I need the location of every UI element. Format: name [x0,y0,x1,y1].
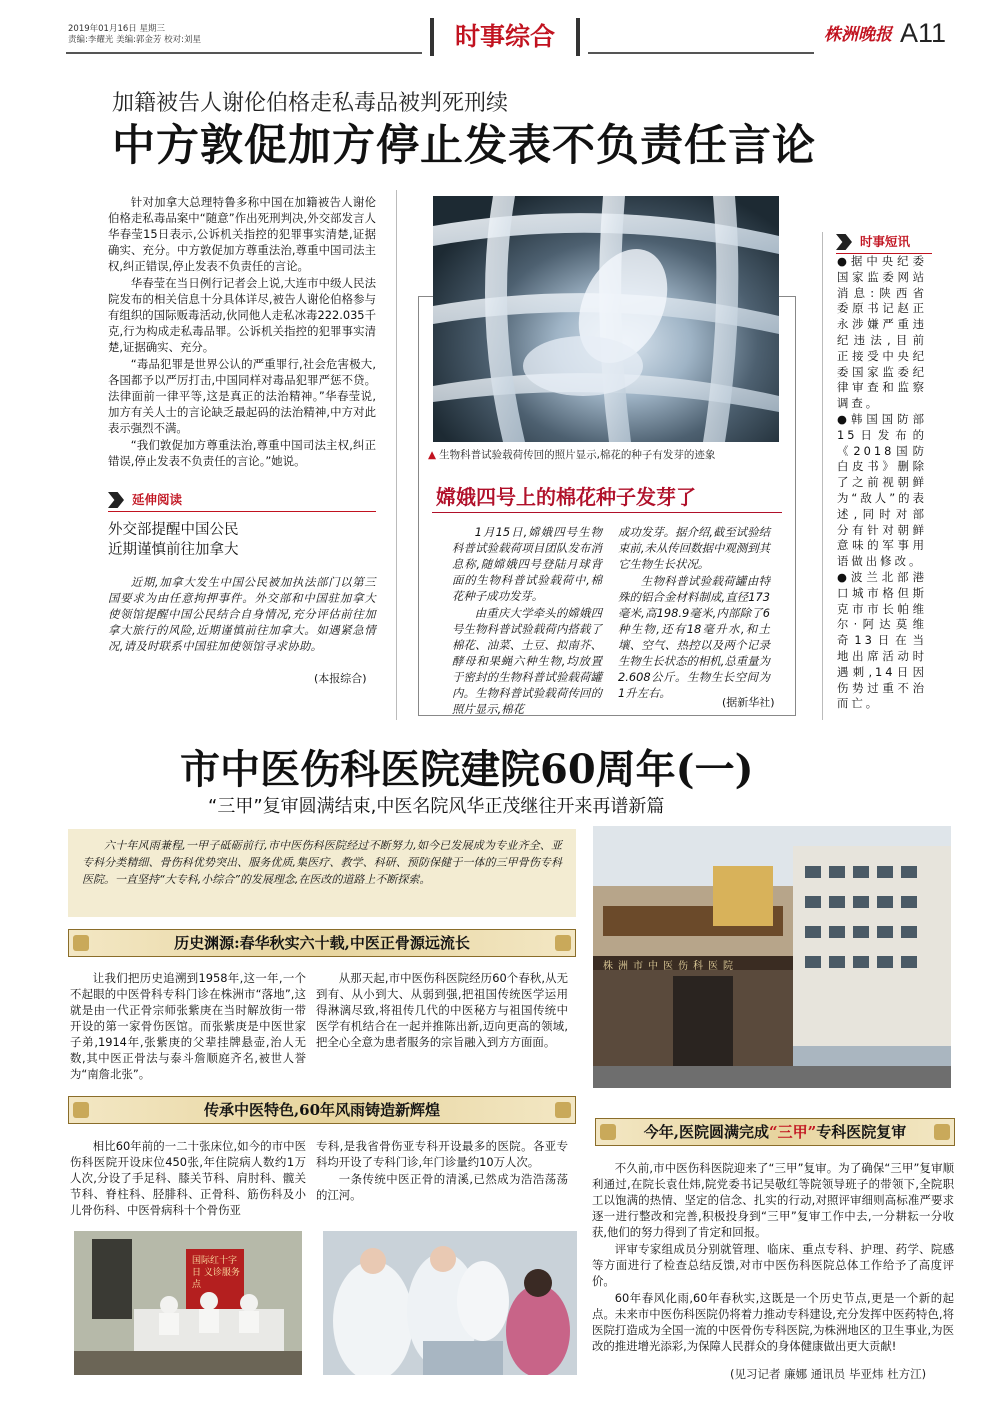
date-line: 2019年01月16日 星期三 [68,24,165,34]
band-highlight: “三甲” [768,1123,817,1141]
cotton-paragraph: 成功发芽。据介绍,截至试验结束前,未从传回数据中观测到其它生物生长状况。 [618,525,770,571]
band-text: 专科医院复审 [816,1123,907,1141]
section-band-review [595,1118,955,1146]
heritage-paragraph: 一条传统中医正骨的清溪,已然成为浩浩荡荡的江河。 [316,1172,568,1202]
band-text: 春华秋实六十载,中医正骨源远流长 [239,934,470,952]
caption-text: 生物科普试验载荷传回的照片显示,棉花的种子有发芽的迹象 [439,449,716,461]
heritage-column-2 [316,1138,568,1204]
hospital-intro [68,829,576,917]
building-sign: 株洲市中医伤科医院 [603,961,738,972]
extended-title-line: 外交部提醒中国公民 [108,522,239,538]
newspaper-logo: 株洲晚报 [824,25,892,45]
review-column [592,1160,954,1355]
hospital-building-photo [593,826,951,1088]
extended-title-line: 近期谨慎前往加拿大 [108,542,239,558]
brief-news-tag: 时事短讯 [836,232,932,252]
extended-source: (本报综合) [314,672,367,685]
cotton-column-1 [452,524,602,718]
brief-item: ●据中央纪委国家监委网站消息:陕西省委原书记赵正永涉嫌严重违纪违法,目前正接受中央纪委国家监委纪律审查和监察调查。 [837,254,927,411]
story-body [108,194,376,470]
history-column-2 [316,970,568,1051]
history-column-1 [70,970,306,1083]
header-rule-right [588,52,814,54]
cotton-source: (据新华社) [722,696,775,709]
caption-triangle-icon: ▲ [428,449,437,461]
history-paragraph: 让我们把历史追溯到1958年,这一年,一个不起眼的中医骨科专科门诊在株洲市“落地”,这就是由一代正骨宗师张紫庚在当时解放街一带开设的第一家骨伤医馆。而张紫庚是中医世家子弟,1914年,张紫庚的父辈挂牌悬壶,治人无数,其中医正骨法与泰斗詹顺庭齐名,被世人誉为“南詹北张”。 [70,971,306,1081]
column-divider [396,190,397,720]
review-paragraph: 不久前,市中医伤科医院迎来了“三甲”复审。为了确保“三甲”复审顺利通过,在院长袁仕炜,院党委书记吴敬红等院领导班子的带领下,全院职工以饱满的热情、坚定的信念、扎实的行动,对照评审细则高标准严要求逐一进行整改和完善,积极投身到“三甲”复审工作中去,一分耕耘一分收获,他们的努力得到了肯定和回报。 [592,1161,954,1239]
story-paragraph: 华春莹在当日例行记者会上说,大连市中级人民法院发布的相关信息十分具体详尽,被告人谢伦伯格参与有组织的国际贩毒活动,伙同他人走私冰毒222.035千克,行为构成走私毒品罪。公诉机关指控的犯罪事实清楚,证据确实、充分。 [108,276,376,354]
heritage-paragraph: 相比60年前的一二十张床位,如今的市中医伤科医院开设床位450张,年住院病人数约1万人次,分设了手足科、膝关节科、肩肘科、髋关节科、脊柱科、胫腓科、正骨科、筋伤科及小儿骨伤科、中医骨病科十个骨伤亚 [70,1139,306,1217]
treatment-scene-illustration [323,1231,577,1375]
story-paragraph: 针对加拿大总理特鲁多称中国在加籍被告人谢伦伯格走私毒品案中“随意”作出死刑判决,外交部发言人华春莹15日表示,公诉机关指控的犯罪事实清楚,证据确实、充分。中方敦促加方尊重法治,尊重中国司法主权,纠正错误,停止发表不负责任的言论。 [108,195,376,273]
story-paragraph: “我们敦促加方尊重法治,尊重中国司法主权,纠正错误,停止发表不负责任的言论。”她说。 [108,438,376,468]
cotton-seed-photo [433,196,779,442]
heritage-column-1 [70,1138,306,1219]
story-paragraph: “毒品犯罪是世界公认的严重罪行,社会危害极大,各国都予以严厉打击,中国同样对毒品犯罪严惩不贷。法律面前一律平等,这是真正的法治精神。”华春莹说,加方有关人士的言论缺乏最起码的法治精神,中方对此表示强烈不满。 [108,357,376,435]
story-kicker: 加籍被告人谢伦伯格走私毒品被判死刑续 [112,91,509,116]
band-text: 传承中医特色,60年风雨铸造新辉煌 [203,1101,441,1119]
cotton-paragraph: 生物科普试验载荷罐由特殊的铝合金材料制成,直径173毫米,高198.9毫米,内部除了6种生物,还有18毫升水,和土壤、空气、热控以及两个记录生物生长状态的相机,总重量为2.608公斤。生物生长空间为1升左右。 [618,574,770,700]
heritage-paragraph: 专科,是我省骨伤亚专科开设最多的医院。各亚专科均开设了专科门诊,年门诊量约10万人次。 [316,1139,568,1169]
section-band-heritage [68,1096,576,1124]
cotton-title-rule [432,512,782,513]
clinic-sign: 国际红十字日 义诊服务点 [192,1256,240,1290]
band-label: 历史渊源: [174,934,240,952]
treatment-photo [323,1231,577,1375]
hospital-credits: (见习记者 廉娜 通讯员 毕亚炜 杜方江) [730,1367,927,1381]
intro-text: 六十年风雨兼程,一甲子砥砺前行,市中医伤科医院经过不断努力,如今已发展成为专业齐全、亚专科分类精细、骨伤科优势突出、服务优质,集医疗、教学、科研、预防保健于一体的三甲骨伤专科医院。一直坚持“大专科,小综合”的发展理念,在医改的道路上不断探索。 [82,839,562,886]
extended-headline [108,520,239,560]
column-divider [822,232,823,720]
brief-item: ●波兰北部港口城市格但斯克市市长帕维尔·阿达莫维奇13日在当地出席活动时遇刺,14日因伤势过重不治而亡。 [837,569,927,711]
cotton-paragraph: 由重庆大学牵头的嫦娥四号生物科普试验载荷内搭载了棉花、油菜、土豆、拟南芥、酵母和果蝇六种生物,均放置于密封的生物科普试验载荷罐内。生物科普试验载荷传回的照片显示,棉花 [452,606,602,716]
section-band-history [68,929,576,957]
history-paragraph: 从那天起,市中医伤科医院经历60个春秋,从无到有、从小到大、从弱到强,把祖国传统医学运用得淋漓尽致,将祖传几代的中医秘方与祖国传统中医学有机结合在一起并推陈出新,迈向更高的领域,把全心全意为患者服务的宗旨融入到方方面面。 [316,971,568,1049]
section-title: 时事综合 [430,18,580,56]
review-paragraph: 评审专家组成员分别就管理、临床、重点专科、护理、药学、院感等方面进行了检查总结反馈,对市中医伤科医院总体工作给予了高度评价。 [592,1242,954,1288]
cotton-headline: 嫦娥四号上的棉花种子发芽了 [436,485,696,509]
header-meta [68,24,201,46]
review-paragraph: 60年春风化雨,60年春秋实,这既是一个历史节点,更是一个新的起点。未来市中医伤科医院仍将着力推动专科建设,充分发挥中医药特色,将医院打造成为全国一流的中医骨伤专科医院,为株洲地区的卫生事业,为医改的推进增光添彩,为保障人民群众的身体健康做出更大贡献! [592,1291,954,1353]
staff-line: 责编:李耀光 美编:郭金芳 校对:刘星 [68,35,201,45]
hospital-headline: 市中医伤科医院建院60周年(一) [180,746,754,793]
brief-news-list [837,254,927,712]
header-rule-left [66,52,422,54]
brief-item: ●韩国国防部15日发布的《2018国防白皮书》删除了之前视朝鲜为“敌人”的表述,同时对部分有针对朝鲜意味的军事用语做出修改。 [837,411,927,569]
page-number: A11 [900,18,947,48]
clinic-scene-illustration [74,1231,302,1375]
extended-paragraph: 近期,加拿大发生中国公民被加执法部门以第三国要求为由任意拘押事件。外交部和中国驻加拿大使领馆提醒中国公民结合自身情况,充分评估前往加拿大旅行的风险,近期谨慎前往加拿大。如遇紧急情况,请及时联系中国驻加使领馆寻求协助。 [108,575,376,653]
extended-reading-tag: 延伸阅读 [108,490,376,510]
seed-grid-illustration [433,196,779,442]
cotton-photo-caption [428,447,788,462]
extended-body [108,574,376,655]
free-clinic-photo [74,1231,302,1375]
band-text: 今年,医院圆满完成 [643,1123,769,1141]
hospital-subheadline: “三甲”复审圆满结束,中医名院风华正茂继往开来再谱新篇 [208,796,665,817]
cotton-column-2 [618,524,770,702]
cotton-paragraph: 1月15日,嫦娥四号生物科普试验载荷项目团队发布消息称,随嫦娥四号登陆月球背面的生物科普试验载荷中,棉花种子成功发芽。 [452,525,602,603]
story-headline: 中方敦促加方停止发表不负责任言论 [112,121,816,171]
